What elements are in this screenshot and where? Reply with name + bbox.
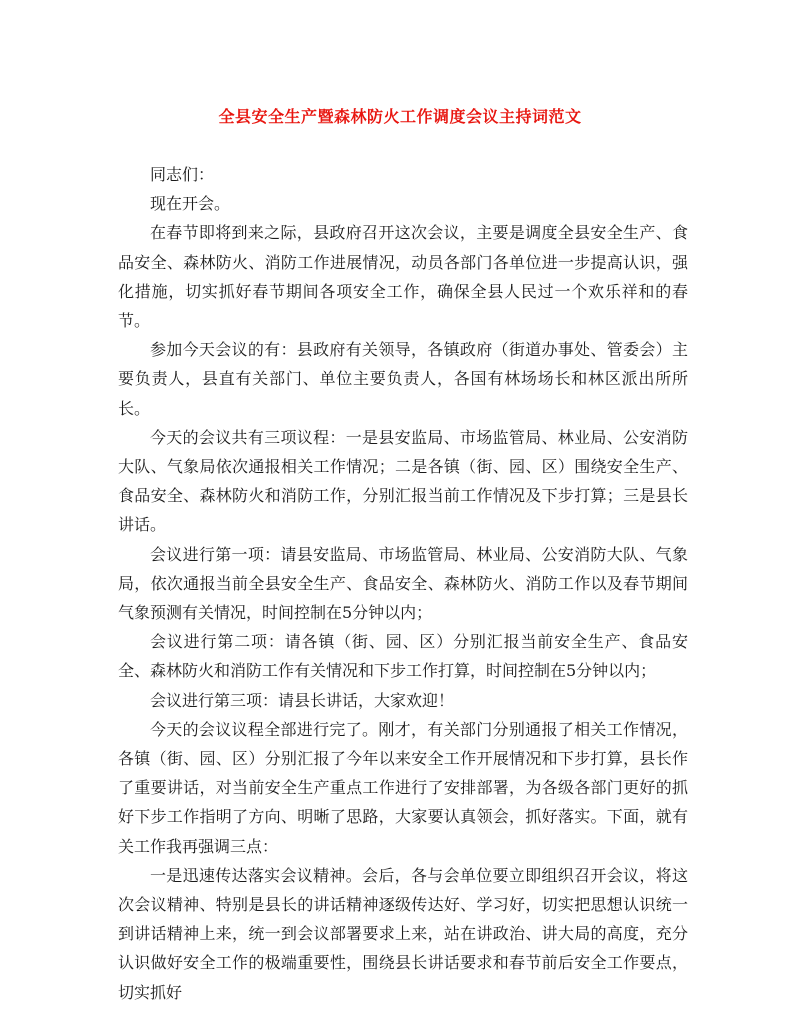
paragraph: 一是迅速传达落实会议精神。会后，各与会单位要立即组织召开会议，将这次会议精神、特别是县长的讲话精神逐级传达好、学习好，切实把思想认识统一到讲话精神上来，统一到会议部署要求上来，站在讲政治、讲大局的高度，充分认识做好安全工作的极端重要性，围绕县长讲话要求和春节前后安全工作要点，切实抓好	[118, 865, 688, 1002]
paragraph: 在春节即将到来之际，县政府召开这次会议，主要是调度全县安全生产、食品安全、森林防火、消防工作进展情况，动员各部门各单位进一步提高认识，强化措施，切实抓好春节期间各项安全工作，确保全县人民过一个欢乐祥和的春节。	[118, 223, 688, 331]
paragraph: 参加今天会议的有：县政府有关领导，各镇政府（街道办事处、管委会）主要负责人，县直有关部门、单位主要负责人，各国有林场场长和林区派出所所长。	[118, 340, 688, 418]
paragraph: 会议进行第二项：请各镇（街、园、区）分别汇报当前安全生产、食品安全、森林防火和消防工作有关情况和下步工作打算，时间控制在5分钟以内；	[118, 632, 688, 681]
paragraph: 今天的会议共有三项议程：一是县安监局、市场监管局、林业局、公安消防大队、气象局依次通报相关工作情况；二是各镇（街、园、区）围绕安全生产、食品安全、森林防火和消防工作，分别汇报当前工作情况及下步打算；三是县长讲话。	[118, 427, 688, 535]
paragraph-salutation: 同志们：	[150, 165, 215, 184]
document-title: 全县安全生产暨森林防火工作调度会议主持词范文	[218, 107, 582, 126]
paragraph-opening: 现在开会。	[150, 194, 231, 214]
paragraph: 今天的会议议程全部进行完了。刚才，有关部门分别通报了相关工作情况，各镇（街、园、区）分别汇报了今年以来安全工作开展情况和下步打算，县长作了重要讲话，对当前安全生产重点工作进行了安排部署，为各级各部门更好的抓好下步工作指明了方向、明晰了思路，大家要认真领会，抓好落实。下面，就有关工作我再强调三点：	[118, 719, 688, 856]
paragraph: 会议进行第三项：请县长讲话，大家欢迎！	[150, 690, 455, 710]
paragraph: 会议进行第一项：请县安监局、市场监管局、林业局、公安消防大队、气象局，依次通报当前全县安全生产、食品安全、森林防火、消防工作以及春节期间气象预测有关情况，时间控制在5分钟以内；	[118, 544, 688, 623]
document-body	[118, 160, 688, 1007]
